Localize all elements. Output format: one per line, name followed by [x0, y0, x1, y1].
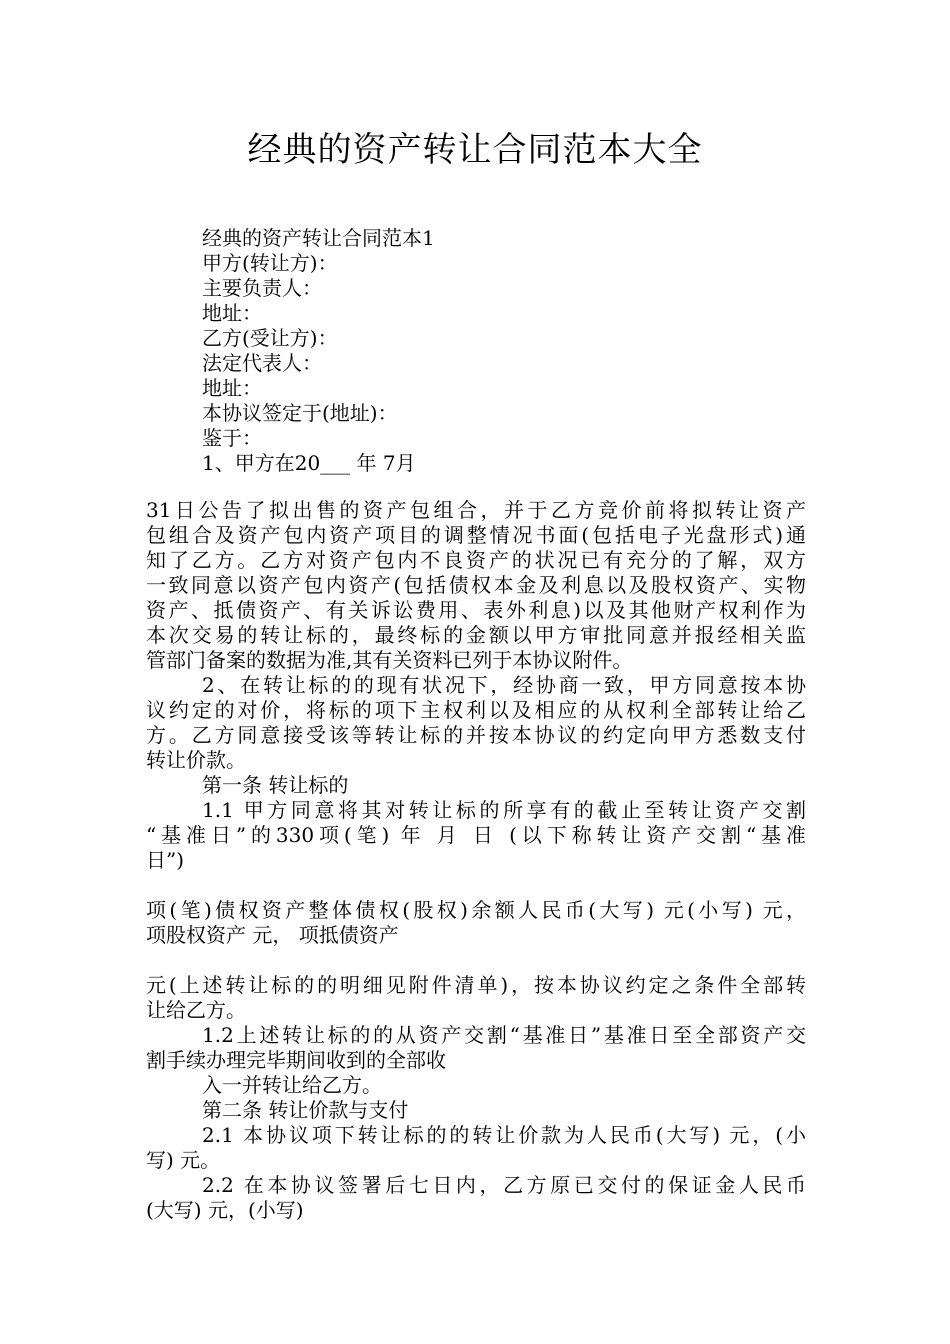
- contract-subtitle: 经典的资产转让合同范本1: [202, 226, 435, 250]
- body-line: 议约定的对价，将标的项下主权利以及相应的从权利全部转让给乙: [146, 698, 806, 722]
- body-line: 资产、抵债资产、有关诉讼费用、表外利息)以及其他财产权利作为: [146, 598, 806, 622]
- signing-place-line: 本协议签定于(地址)：: [202, 401, 398, 425]
- body-line: 日”): [146, 848, 185, 872]
- body-line: 一致同意以资产包内资产(包括债权本金及利息以及股权资产、实物: [146, 573, 806, 597]
- clause-1-1-line: 1.1 甲方同意将其对转让标的所享有的截止至转让资产交割: [202, 798, 806, 822]
- clause-1-2-line: 1.2上述转让标的的从资产交割“基准日”基准日至全部资产交: [202, 1023, 806, 1047]
- recital-1-start: 1、甲方在20___ 年 7月: [202, 451, 416, 475]
- body-line: 项股权资产 元， 项抵债资产: [146, 923, 399, 947]
- party-a-line: 甲方(转让方)：: [202, 251, 338, 275]
- body-line: 写) 元。: [146, 1148, 221, 1172]
- principal-line: 主要负责人：: [202, 276, 322, 300]
- party-b-line: 乙方(受让方)：: [202, 326, 338, 350]
- body-line: 元(上述转让标的的明细见附件清单)，按本协议约定之条件全部转: [146, 973, 806, 997]
- body-line: 管部门备案的数据为准,其有关资料已列于本协议附件。: [146, 648, 633, 672]
- address-line-b: 地址：: [202, 376, 262, 400]
- body-line: 割手续办理完毕期间收到的全部收: [146, 1048, 446, 1072]
- body-line: 入一并转让给乙方。: [202, 1073, 382, 1097]
- body-line: 方。乙方同意接受该等转让标的并按本协议的约定向甲方悉数支付: [146, 723, 806, 747]
- document-title: 经典的资产转让合同范本大全: [247, 130, 703, 170]
- body-line: 知了乙方。乙方对资产包内不良资产的状况已有充分的了解，双方: [146, 548, 806, 572]
- address-line-a: 地址：: [202, 301, 262, 325]
- body-line: 本次交易的转让标的，最终标的金额以甲方审批同意并报经相关监: [146, 623, 806, 647]
- body-line: 31日公告了拟出售的资产包组合，并于乙方竞价前将拟转让资产: [146, 498, 806, 522]
- article-1-heading: 第一条 转让标的: [202, 773, 349, 797]
- recital-2-line: 2、在转让标的的现有状况下，经协商一致，甲方同意按本协: [202, 673, 806, 697]
- article-2-heading: 第二条 转让价款与支付: [202, 1098, 409, 1122]
- clause-2-1-line: 2.1 本协议项下转让标的的转让价款为人民币(大写) 元，(小: [202, 1123, 806, 1147]
- body-line: 让给乙方。: [146, 998, 246, 1022]
- body-line: “基准日”的330项(笔) 年 月 日 (以下称转让资产交割“基准: [146, 823, 806, 847]
- legal-rep-line: 法定代表人：: [202, 351, 322, 375]
- whereas-line: 鉴于：: [202, 426, 262, 450]
- body-line: 转让价款。: [146, 748, 246, 772]
- clause-2-2-line: 2.2 在本协议签署后七日内，乙方原已交付的保证金人民币: [202, 1173, 806, 1197]
- body-line: 项(笔)债权资产整体债权(股权)余额人民币(大写) 元(小写) 元，: [146, 898, 806, 922]
- body-line: 包组合及资产包内资产项目的调整情况书面(包括电子光盘形式)通: [146, 523, 806, 547]
- body-line: (大写) 元，(小写): [146, 1198, 304, 1222]
